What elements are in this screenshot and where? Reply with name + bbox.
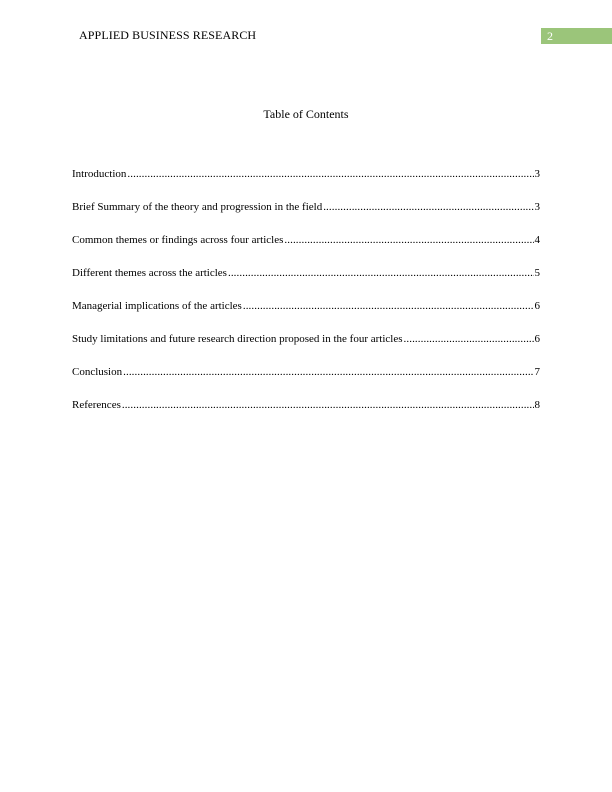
toc-entry-page: 6 bbox=[534, 333, 540, 345]
toc-entry-conclusion[interactable] bbox=[72, 365, 540, 398]
toc-entry-different-themes[interactable] bbox=[72, 266, 540, 299]
toc-entry-page: 4 bbox=[534, 234, 540, 246]
running-head: APPLIED BUSINESS RESEARCH bbox=[79, 28, 257, 42]
toc-entry-references[interactable] bbox=[72, 398, 540, 431]
toc-dot-leader bbox=[228, 266, 534, 280]
toc-entry-label: Different themes across the articles bbox=[72, 267, 227, 279]
page-number: 2 bbox=[547, 29, 553, 43]
toc-dot-leader bbox=[284, 233, 533, 247]
toc-dot-leader bbox=[243, 299, 534, 313]
toc-dot-leader bbox=[122, 398, 534, 412]
toc-entry-label: Introduction bbox=[72, 168, 127, 180]
toc-entry-label: Managerial implications of the articles bbox=[72, 300, 242, 312]
toc-entry-page: 8 bbox=[534, 399, 540, 411]
toc-entry-page: 6 bbox=[534, 300, 540, 312]
toc-entry-label: Study limitations and future research direction proposed in the four articles bbox=[72, 333, 403, 345]
toc-entry-label: Conclusion bbox=[72, 366, 123, 378]
toc-entry-study-limitations[interactable] bbox=[72, 332, 540, 365]
toc-list bbox=[72, 167, 540, 431]
toc-entry-label: Brief Summary of the theory and progression in the field bbox=[72, 201, 323, 213]
toc-dot-leader bbox=[123, 365, 533, 379]
toc-heading: Table of Contents bbox=[263, 107, 349, 121]
page-number-badge bbox=[541, 28, 612, 44]
toc-entry-label: Common themes or findings across four articles bbox=[72, 234, 284, 246]
toc-entry-page: 3 bbox=[534, 168, 540, 180]
toc-entry-page: 5 bbox=[534, 267, 540, 279]
toc-entry-brief-summary[interactable] bbox=[72, 200, 540, 233]
toc-dot-leader bbox=[127, 167, 533, 181]
toc-dot-leader bbox=[323, 200, 533, 214]
toc-entry-page: 7 bbox=[534, 366, 540, 378]
toc-entry-page: 3 bbox=[534, 201, 540, 213]
toc-entry-common-themes[interactable] bbox=[72, 233, 540, 266]
toc-entry-introduction[interactable] bbox=[72, 167, 540, 200]
toc-entry-managerial-implications[interactable] bbox=[72, 299, 540, 332]
toc-entry-label: References bbox=[72, 399, 121, 411]
toc-dot-leader bbox=[404, 332, 534, 346]
